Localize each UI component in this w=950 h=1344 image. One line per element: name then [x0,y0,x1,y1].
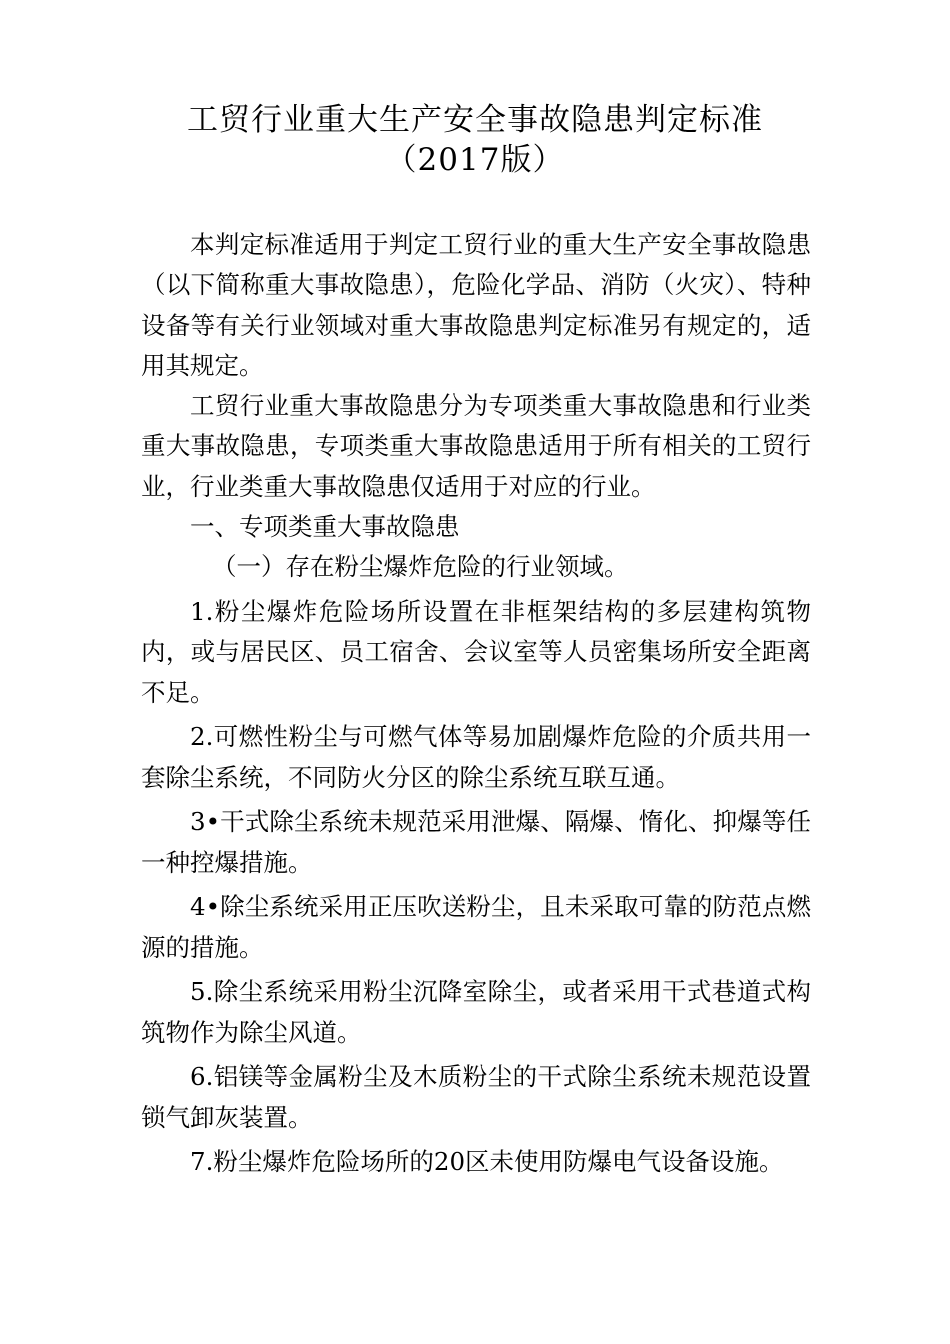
list-item: 2.可燃性粉尘与可燃气体等易加剧爆炸危险的介质共用一套除尘系统，不同防火分区的除尘系统互联互通。 [141,722,811,792]
document-subtitle: （2017版） [385,142,565,178]
list-item: 6.铝镁等金属粉尘及木质粉尘的干式除尘系统未规范设置锁气卸灰装置。 [141,1062,811,1132]
subsection-heading: （一）存在粉尘爆炸危险的行业领域。 [212,552,629,582]
document-title: 工贸行业重大生产安全事故隐患判定标准 [187,102,763,138]
paragraph-classification: 工贸行业重大事故隐患分为专项类重大事故隐患和行业类重大事故隐患，专项类重大事故隐患适用于所有相关的工贸行业，行业类重大事故隐患仅适用于对应的行业。 [141,391,811,501]
document-body [141,225,811,1183]
paragraph-scope: 本判定标准适用于判定工贸行业的重大生产安全事故隐患（以下简称重大事故隐患），危险化学品、消防（火灾）、特种设备等有关行业领域对重大事故隐患判定标准另有规定的，适用其规定。 [141,230,811,380]
list-item: 1.粉尘爆炸危险场所设置在非框架结构的多层建构筑物内，或与居民区、员工宿舍、会议室等人员密集场所安全距离不足。 [141,596,811,707]
list-item: 5.除尘系统采用粉尘沉降室除尘，或者采用干式巷道式构筑物作为除尘风道。 [141,977,811,1047]
section-heading: 一、专项类重大事故隐患 [190,512,460,542]
list-item: 3•干式除尘系统未规范采用泄爆、隔爆、惰化、抑爆等任一种控爆措施。 [141,807,811,877]
list-item: 4•除尘系统采用正压吹送粉尘，且未采取可靠的防范点燃源的措施。 [141,892,811,962]
list-item: 7.粉尘爆炸危险场所的20区未使用防爆电气设备设施。 [190,1147,784,1177]
